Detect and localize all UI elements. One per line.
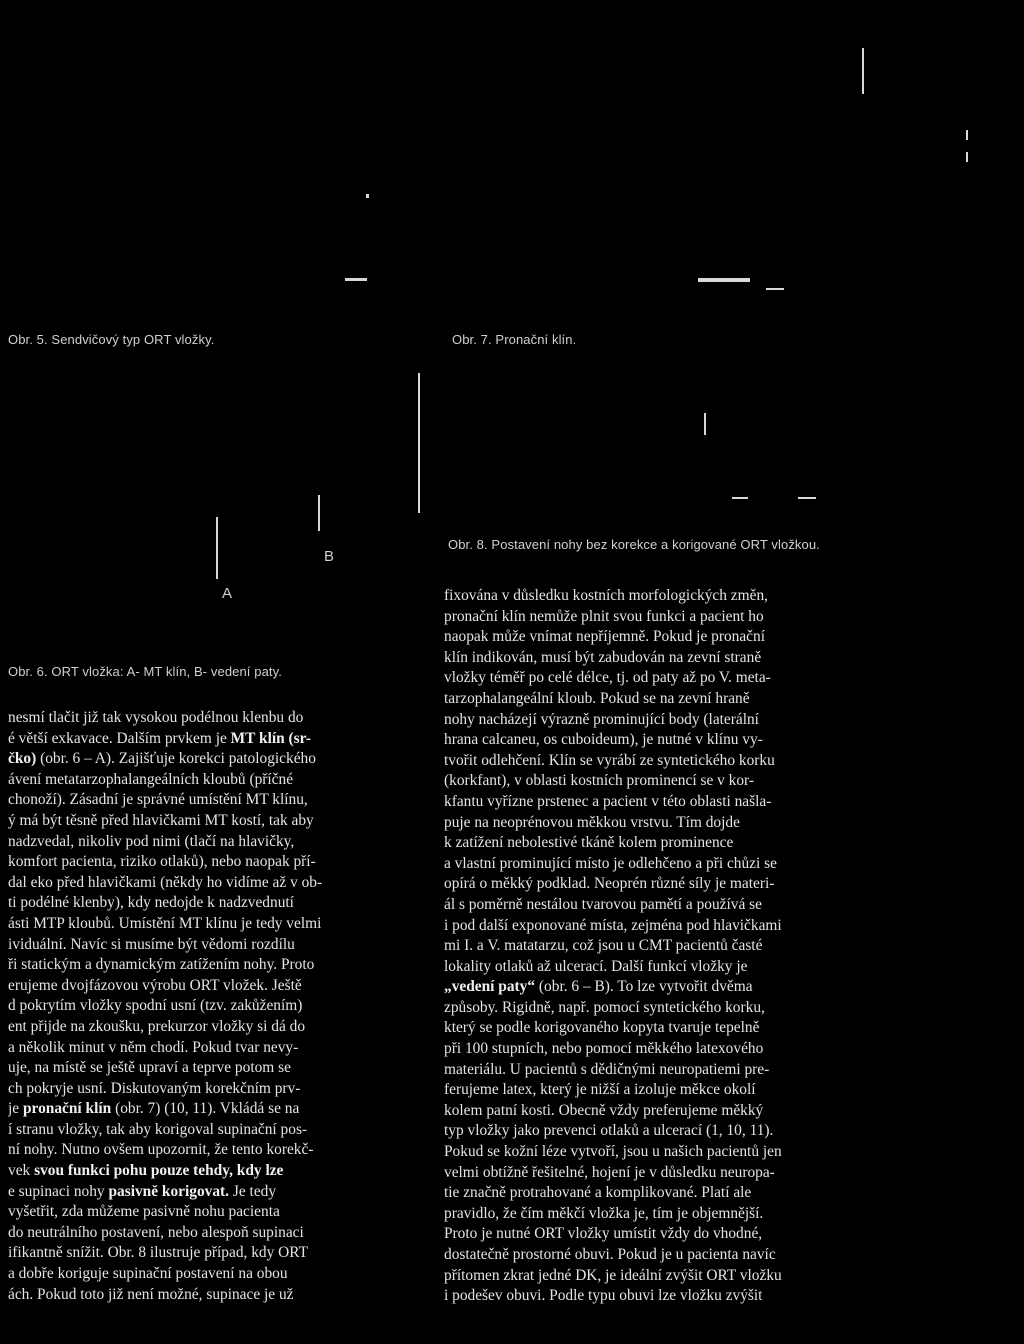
figure-7-tick [966, 130, 968, 140]
figure-6-tick [318, 495, 320, 531]
text-line: do neutrálního postavení, nebo alespoň supinaci [8, 1223, 304, 1241]
figure-6-label-b: B [324, 548, 335, 565]
left-text-column [8, 708, 412, 1305]
text-line: ásti MTP kloubů. Umístění MT klínu je tedy velmi [8, 914, 322, 932]
text-line: ý má být těsně před hlavičkami MT kostí, tak aby [8, 811, 314, 829]
text-line: pravidlo, že čím měkčí vložka je, tím je objemnější. [444, 1204, 764, 1222]
text-line: e supinaci nohy pasivně korigovat. Je tedy [8, 1182, 277, 1200]
text-line: přítomen zkrat jedné DK, je ideální zvýšit ORT vložku [444, 1266, 782, 1284]
right-text-column [444, 586, 874, 1307]
text-line: nesmí tlačit již tak vysokou podélnou klenbu do [8, 709, 304, 726]
text-line: fixována v důsledku kostních morfologických změn, [444, 587, 768, 604]
text-line: nohy nacházejí výrazně prominující body (laterální [444, 710, 759, 728]
text-line: ách. Pokud toto již není možné, supinace je už [8, 1285, 294, 1303]
figure-8-image [440, 345, 1024, 535]
figure-8-dash [798, 497, 816, 499]
text-line: ál s poměrně nestálou tvarovou pamětí a používá se [444, 895, 762, 913]
text-line: opírá o měkký podklad. Neoprén různé síly je materi- [444, 875, 775, 893]
figure-5-speck [366, 194, 369, 198]
text-line: chonoží). Zásadní je správné umístění MT klínu, [8, 791, 308, 809]
text-line: ávení metatarzophalangeálních kloubů (příčné [8, 770, 294, 788]
text-line: mi I. a V. matatarzu, což jsou u CMT pacientů časté [444, 937, 763, 955]
figure-7-vertical-line [862, 48, 864, 94]
figure-5-caption: Obr. 5. Sendvičový typ ORT vložky. [8, 332, 215, 347]
text-line: Proto je nutné ORT vložky umístit vždy do vhodné, [444, 1225, 763, 1243]
text-line: d pokrytím vložky spodní usní (tzv. zakůžením) [8, 997, 303, 1015]
text-line: uje, na místě se ještě upraví a teprve potom se [8, 1059, 291, 1077]
text-line: tvořit odlehčení. Klín se vyrábí ze syntetického korku [444, 751, 775, 769]
text-line: velmi obtížně řešitelné, hojení je v důsledku neuropa- [444, 1163, 775, 1181]
text-line: dostatečně prostorné obuvi. Pokud je u pacienta navíc [444, 1246, 776, 1263]
figure-7-tick [966, 152, 968, 162]
text-line: který se podle korigovaného kopyta tvaruje tepelně [444, 1019, 760, 1037]
text-line: naopak může vnímat nepříjemně. Pokud je pronační [444, 628, 765, 646]
figure-6-image [0, 345, 420, 655]
text-line: í stranu vložky, tak aby korigoval supinační pos- [8, 1120, 308, 1138]
text-line: je pronační klín (obr. 7) (10, 11). Vkládá se na [8, 1100, 300, 1118]
text-line: kfantu vyřízne prstenec a pacient v této oblasti našla- [444, 792, 772, 810]
text-line: Pokud se kožní léze vytvoří, jsou u našich pacientů jen [444, 1143, 782, 1161]
figure-5-image [0, 0, 420, 325]
text-line: čko) (obr. 6 – A). Zajišťuje korekci patologického [8, 750, 316, 768]
text-line: ři statickým a dynamickým zatížením nohy. Proto [8, 956, 315, 974]
text-line: klín indikován, musí být zabudován na zevní straně [444, 648, 762, 666]
text-line: hrana calcaneu, os cuboideum), je nutné v klínu vy- [444, 731, 763, 749]
text-line: nadzvedal, nikoliv pod nimi (tlačí na hlavičky, [8, 832, 295, 850]
text-line: pronační klín nemůže plnit svou funkci a pacient ho [444, 607, 764, 625]
figure-6-divider-line [418, 373, 420, 513]
figure-8-caption: Obr. 8. Postavení nohy bez korekce a korigované ORT vložkou. [448, 537, 820, 552]
text-line: erujeme dvojfázovou výrobu ORT vložek. Ještě [8, 976, 302, 994]
text-line: ent přijde na zkoušku, prekurzor vložky si dá do [8, 1017, 306, 1035]
text-line: i pod další exponované místa, zejména pod hlavičkami [444, 916, 782, 934]
figure-8-dash [732, 497, 748, 499]
text-line: tie značně protrahované a komplikované. Platí ale [444, 1184, 752, 1202]
figure-7-image [440, 0, 1024, 325]
text-line: při 100 stupních, nebo pomocí měkkého latexového [444, 1040, 764, 1058]
text-line: ní nohy. Nutno ovšem upozornit, že tento korekč- [8, 1141, 314, 1159]
text-line: é větší exkavace. Dalším prvkem je MT klín (sr- [8, 729, 312, 747]
text-line: „vedení paty“ (obr. 6 – B). To lze vytvořit dvěma [444, 978, 753, 996]
figure-7-caption: Obr. 7. Pronační klín. [452, 332, 577, 347]
figure-6-arrow-line [216, 517, 218, 579]
figure-7-dash [766, 288, 784, 290]
text-line: vek svou funkci pohu pouze tehdy, kdy lze [8, 1162, 284, 1180]
text-line: puje na neoprénovou měkkou vrstvu. Tím dojde [444, 813, 740, 831]
text-line: dal eko před hlavičkami (někdy ho vidíme až v ob- [8, 873, 323, 891]
text-line: a vlastní prominující místo je odlehčeno a při chůzi se [444, 854, 777, 872]
text-line: k zatížení nebolestivé tkáně kolem prominence [444, 834, 734, 852]
text-line: materiálu. U pacientů s dědičnými neuropatiemi pre- [444, 1060, 770, 1078]
text-line: vložky téměř po celé délce, tj. od paty až po V. meta- [444, 669, 771, 687]
figure-6-label-a: A [222, 585, 233, 602]
figure-6-caption: Obr. 6. ORT vložka: A- MT klín, B- vedení paty. [8, 664, 282, 679]
text-line: způsoby. Rigidně, např. pomocí syntetického korku, [444, 998, 765, 1016]
figure-8-vertical-line [704, 413, 706, 435]
text-line: a dobře koriguje supinační postavení na obou [8, 1265, 288, 1283]
text-line: a několik minut v něm chodí. Pokud tvar nevy- [8, 1038, 299, 1056]
text-line: ch pokryje usní. Diskutovaným korekčním prv- [8, 1079, 301, 1097]
figure-5-highlight-mark [345, 278, 367, 281]
text-line: ifikantně snížit. Obr. 8 ilustruje případ, kdy ORT [8, 1244, 309, 1262]
text-line: lokality otlaků až ulcerací. Další funkcí vložky je [444, 957, 748, 975]
text-line: komfort pacienta, riziko otlaků), nebo naopak pří- [8, 853, 316, 871]
text-line: kolem patní kosti. Obecně vždy preferujeme měkký [444, 1101, 764, 1119]
text-line: (korkfant), v oblasti kostních prominencí se v kor- [444, 772, 754, 790]
text-line: typ vložky jako prevenci otlaků a ulcerací (1, 10, 11). [444, 1122, 774, 1140]
text-line: vyšetřit, zda můžeme pasivně nohu pacienta [8, 1203, 280, 1221]
text-line: i podešev obuvi. Podle typu obuvi lze vložku zvýšit [444, 1287, 763, 1305]
figure-7-wedge-highlight [698, 278, 750, 282]
text-line: ti podélné klenby), kdy nedojde k nadzvednutí [8, 894, 294, 912]
text-line: ividuální. Navíc si musíme být vědomi rozdílu [8, 935, 295, 953]
text-line: tarzophalangeální kloub. Pokud se na zevní hraně [444, 689, 750, 707]
text-line: ferujeme latex, který je nižší a izoluje měkce okolí [444, 1081, 756, 1099]
